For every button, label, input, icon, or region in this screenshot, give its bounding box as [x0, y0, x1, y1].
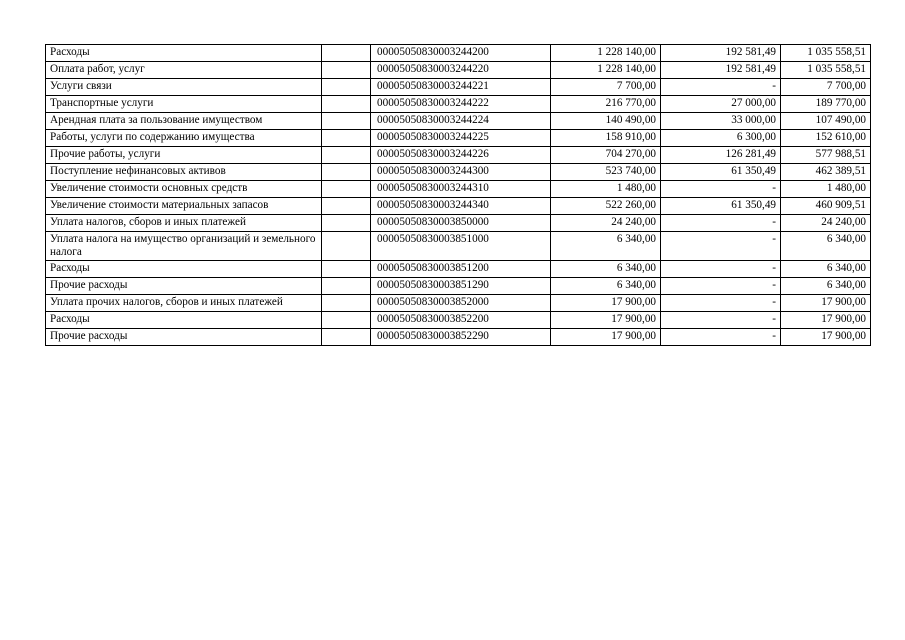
row-approved-cell: 1 228 140,00	[551, 45, 661, 62]
row-code-cell: 00005050830003852000	[371, 295, 551, 312]
row-executed-cell: -	[661, 312, 781, 329]
row-remaining-cell: 24 240,00	[781, 215, 871, 232]
row-code-cell: 00005050830003851290	[371, 278, 551, 295]
row-name-cell: Расходы	[46, 312, 322, 329]
row-approved-cell: 7 700,00	[551, 79, 661, 96]
row-approved-cell: 17 900,00	[551, 312, 661, 329]
row-code-cell: 00005050830003852290	[371, 329, 551, 346]
row-remaining-cell: 577 988,51	[781, 147, 871, 164]
row-name-cell: Увеличение стоимости материальных запасов	[46, 198, 322, 215]
row-code-cell: 00005050830003852200	[371, 312, 551, 329]
table-row	[46, 261, 871, 278]
row-remaining-cell: 460 909,51	[781, 198, 871, 215]
row-executed-cell: -	[661, 329, 781, 346]
row-approved-cell: 17 900,00	[551, 329, 661, 346]
row-code-cell: 00005050830003851000	[371, 232, 551, 261]
table-row	[46, 164, 871, 181]
row-name-cell: Прочие расходы	[46, 278, 322, 295]
row-remaining-cell: 462 389,51	[781, 164, 871, 181]
row-empty-cell	[322, 278, 371, 295]
row-remaining-cell: 1 035 558,51	[781, 45, 871, 62]
table-row	[46, 215, 871, 232]
row-approved-cell: 1 480,00	[551, 181, 661, 198]
row-code-cell: 00005050830003244200	[371, 45, 551, 62]
table-row	[46, 45, 871, 62]
row-approved-cell: 6 340,00	[551, 278, 661, 295]
row-approved-cell: 522 260,00	[551, 198, 661, 215]
table-row	[46, 62, 871, 79]
row-remaining-cell: 107 490,00	[781, 113, 871, 130]
table-row	[46, 181, 871, 198]
table-row	[46, 329, 871, 346]
row-executed-cell: -	[661, 79, 781, 96]
row-name-cell: Оплата работ, услуг	[46, 62, 322, 79]
row-code-cell: 00005050830003244310	[371, 181, 551, 198]
table-row	[46, 278, 871, 295]
row-name-cell: Уплата прочих налогов, сборов и иных платежей	[46, 295, 322, 312]
row-name-cell: Увеличение стоимости основных средств	[46, 181, 322, 198]
row-approved-cell: 158 910,00	[551, 130, 661, 147]
row-empty-cell	[322, 261, 371, 278]
row-name-cell: Прочие работы, услуги	[46, 147, 322, 164]
row-executed-cell: 192 581,49	[661, 45, 781, 62]
table-row	[46, 232, 871, 261]
table-row	[46, 295, 871, 312]
row-approved-cell: 1 228 140,00	[551, 62, 661, 79]
row-approved-cell: 6 340,00	[551, 261, 661, 278]
row-empty-cell	[322, 215, 371, 232]
row-name-cell: Работы, услуги по содержанию имущества	[46, 130, 322, 147]
row-code-cell: 00005050830003244225	[371, 130, 551, 147]
row-empty-cell	[322, 329, 371, 346]
row-empty-cell	[322, 295, 371, 312]
row-empty-cell	[322, 312, 371, 329]
row-executed-cell: -	[661, 215, 781, 232]
row-executed-cell: -	[661, 232, 781, 261]
budget-table	[45, 44, 871, 346]
row-empty-cell	[322, 79, 371, 96]
row-approved-cell: 140 490,00	[551, 113, 661, 130]
table-row	[46, 130, 871, 147]
row-name-cell: Транспортные услуги	[46, 96, 322, 113]
table-row	[46, 198, 871, 215]
row-remaining-cell: 7 700,00	[781, 79, 871, 96]
row-remaining-cell: 1 480,00	[781, 181, 871, 198]
row-name-cell: Услуги связи	[46, 79, 322, 96]
row-approved-cell: 704 270,00	[551, 147, 661, 164]
row-empty-cell	[322, 96, 371, 113]
row-remaining-cell: 152 610,00	[781, 130, 871, 147]
row-executed-cell: -	[661, 181, 781, 198]
row-code-cell: 00005050830003244226	[371, 147, 551, 164]
row-executed-cell: 27 000,00	[661, 96, 781, 113]
row-executed-cell: -	[661, 278, 781, 295]
row-remaining-cell: 17 900,00	[781, 312, 871, 329]
row-remaining-cell: 17 900,00	[781, 295, 871, 312]
row-code-cell: 00005050830003850000	[371, 215, 551, 232]
row-executed-cell: -	[661, 261, 781, 278]
row-name-cell: Расходы	[46, 261, 322, 278]
table-row	[46, 312, 871, 329]
row-empty-cell	[322, 164, 371, 181]
row-approved-cell: 6 340,00	[551, 232, 661, 261]
row-code-cell: 00005050830003244221	[371, 79, 551, 96]
row-empty-cell	[322, 232, 371, 261]
table-row	[46, 96, 871, 113]
row-remaining-cell: 1 035 558,51	[781, 62, 871, 79]
row-executed-cell: 61 350,49	[661, 198, 781, 215]
row-remaining-cell: 6 340,00	[781, 232, 871, 261]
row-empty-cell	[322, 147, 371, 164]
table-row	[46, 113, 871, 130]
row-executed-cell: 126 281,49	[661, 147, 781, 164]
row-empty-cell	[322, 198, 371, 215]
row-remaining-cell: 189 770,00	[781, 96, 871, 113]
row-executed-cell: 33 000,00	[661, 113, 781, 130]
row-executed-cell: -	[661, 295, 781, 312]
row-code-cell: 00005050830003244340	[371, 198, 551, 215]
row-empty-cell	[322, 62, 371, 79]
row-executed-cell: 6 300,00	[661, 130, 781, 147]
row-name-cell: Уплата налогов, сборов и иных платежей	[46, 215, 322, 232]
row-remaining-cell: 6 340,00	[781, 278, 871, 295]
row-remaining-cell: 17 900,00	[781, 329, 871, 346]
row-code-cell: 00005050830003244224	[371, 113, 551, 130]
row-remaining-cell: 6 340,00	[781, 261, 871, 278]
row-empty-cell	[322, 181, 371, 198]
row-code-cell: 00005050830003851200	[371, 261, 551, 278]
row-name-cell: Уплата налога на имущество организаций и земельного налога	[46, 232, 322, 261]
table-body	[46, 45, 871, 346]
row-empty-cell	[322, 113, 371, 130]
row-approved-cell: 24 240,00	[551, 215, 661, 232]
table-row	[46, 79, 871, 96]
table-row	[46, 147, 871, 164]
row-approved-cell: 17 900,00	[551, 295, 661, 312]
row-empty-cell	[322, 130, 371, 147]
row-approved-cell: 216 770,00	[551, 96, 661, 113]
row-name-cell: Прочие расходы	[46, 329, 322, 346]
row-approved-cell: 523 740,00	[551, 164, 661, 181]
row-executed-cell: 192 581,49	[661, 62, 781, 79]
row-code-cell: 00005050830003244220	[371, 62, 551, 79]
row-code-cell: 00005050830003244222	[371, 96, 551, 113]
row-name-cell: Поступление нефинансовых активов	[46, 164, 322, 181]
row-code-cell: 00005050830003244300	[371, 164, 551, 181]
row-executed-cell: 61 350,49	[661, 164, 781, 181]
row-empty-cell	[322, 45, 371, 62]
row-name-cell: Расходы	[46, 45, 322, 62]
row-name-cell: Арендная плата за пользование имуществом	[46, 113, 322, 130]
